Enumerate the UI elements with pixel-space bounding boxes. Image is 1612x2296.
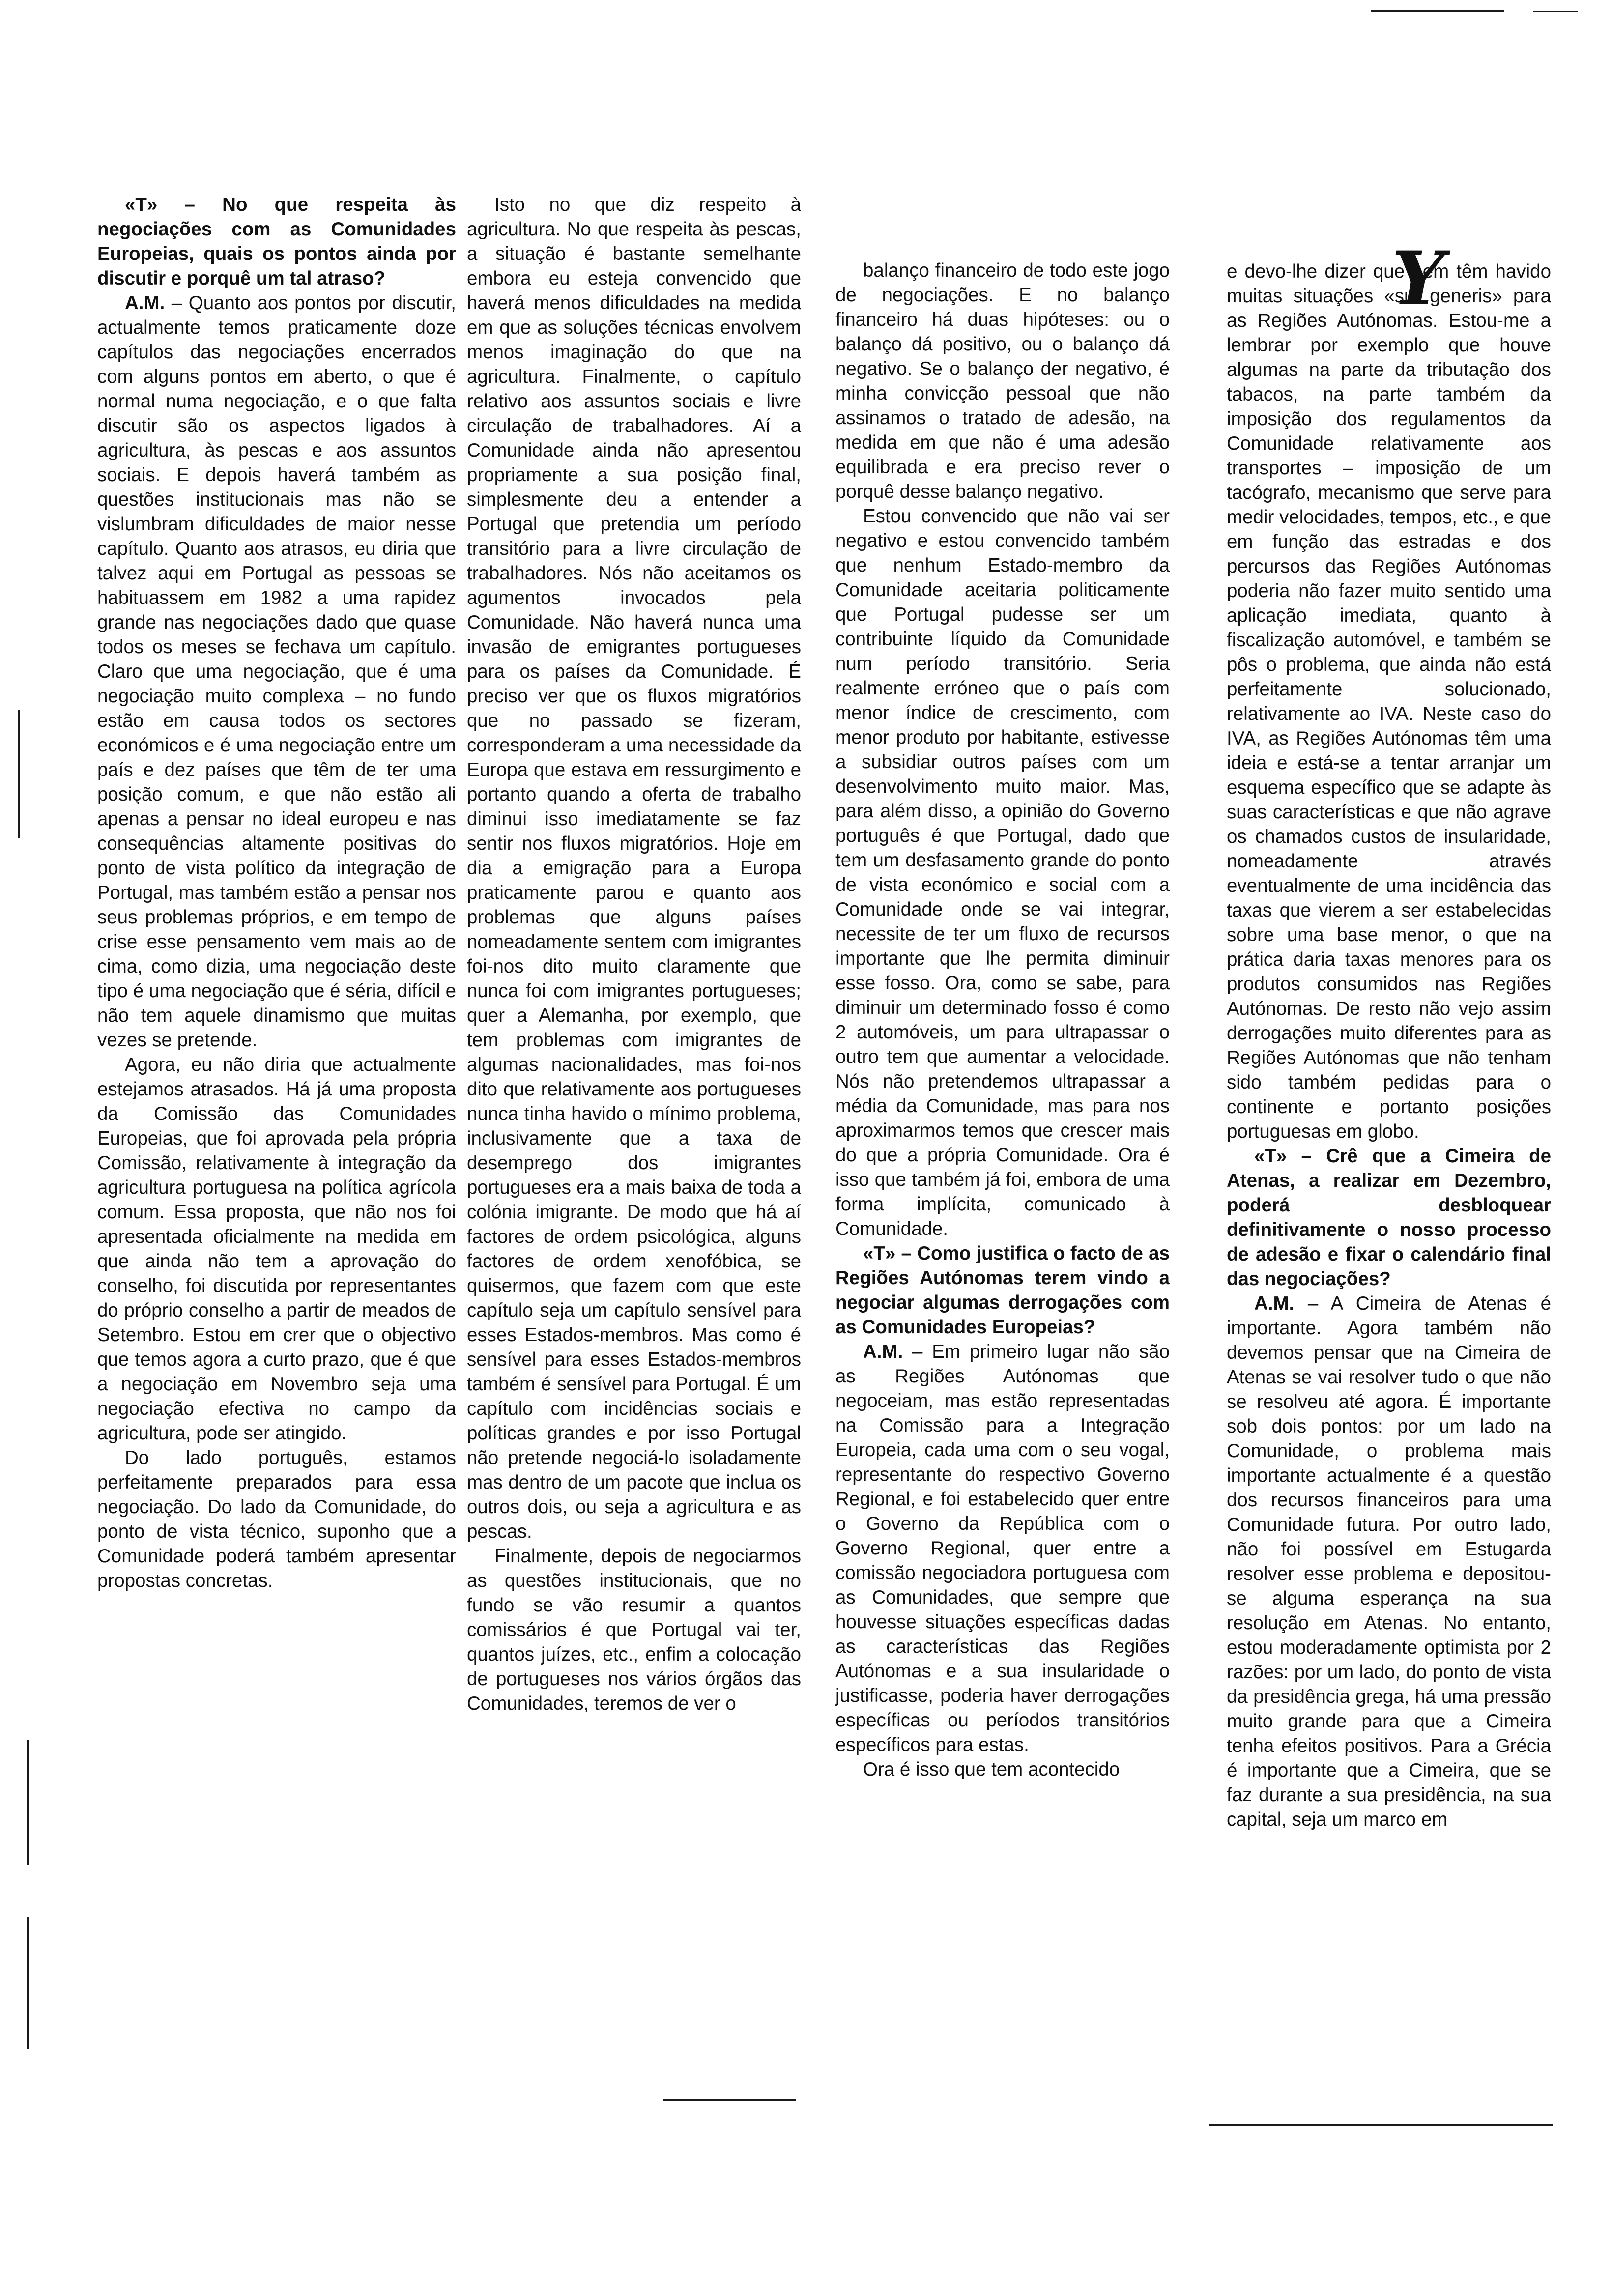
interview-answer [1227, 1292, 1551, 1832]
paragraph: Isto no que diz respeito à agricultura. No que respeita às pescas, a situação é bastante semelhante embora eu esteja convencido que haverá menos dificuldades na medida em que as soluções técnicas envolvem menos imaginação do que na agricultura. Finalmente, o capítulo relativo aos assuntos sociais e livre circulação de trabalhadores. Aí a Comunidade ainda não apresentou propriamente a sua posição final, simplesmente deu a entender a Portugal que pretendia um período transitório para a livre circulação de trabalhadores. Nós não aceitamos os agumentos invocados pela Comunidade. Não haverá nunca uma invasão de emigrantes portugueses para os países da Comunidade. É preciso ver que os fluxos migratórios que no passado se fizeram, corresponderam a uma necessidade da Europa que estava em ressurgimento e portanto quando a oferta de trabalho diminui isso imediatamente se faz sentir nos fluxos migratórios. Hoje em dia a emigração para a Europa praticamente parou e quanto aos problemas que alguns países nomeadamente sentem com imigrantes foi-nos dito muito claramente que nunca foi com imigrantes portugueses; quer a Alemanha, por exemplo, que tem problemas com imigrantes de algumas nacionalidades, mas foi-nos dito que relativamente aos portugueses nunca tinha havido o mínimo problema, inclusivamente que a taxa de desemprego dos imigrantes portugueses era a mais baixa de toda a colónia imigrante. De modo que há aí factores de ordem psicológica, alguns factores de ordem xenofóbica, se quisermos, que fazem com que este capítulo seja um capítulo sensível para esses Estados-membros. Mas como é sensível para esses Estados-membros também é sensível para Portugal. É um capítulo com incidências sociais e políticas grandes e por isso Portugal não pretende negociá-lo isoladamente mas dentro de um pacote que inclua os outros dois, ou seja a agricultura e as pescas. [467, 194, 801, 1542]
interview-question: «T» – Como justifica o facto de as Regiões Autónomas terem vindo a negociar algumas derrogações com as Comunidades Europeias? [835, 1243, 1170, 1338]
answer-text: – Quanto aos pontos por discutir, actualmente temos praticamente doze capítulos das negociações encerrados com alguns pontos em aberto, o que é normal numa negociação, e o que falta discutir são os aspectos ligados à agricultura, às pescas e aos assuntos sociais. E depois haverá também as questões institucionais mas não se vislumbram dificuldades de maior nesse capítulo. Quanto aos atrasos, eu diria que talvez aqui em Portugal as pessoas se habituassem em 1982 a uma rapidez grande nas negociações dado que quase todos os meses se fechava um capítulo. Claro que uma negociação, que é uma negociação muito complexa – no fundo estão em causa todos os sectores económicos e é uma negociação entre um país e dez países que têm de ter uma posição comum, e que não estão ali apenas a pensar no ideal europeu e nas consequências altamente positivas do ponto de vista político da integração de Portugal, mas também estão a pensar nos seus problemas próprios, e em tempo de crise esse pensamento vem mais ao de cima, como dizia, uma negociação deste tipo é uma negociação que é séria, difícil e não tem aquele dinamismo que muitas vezes se pretende. [97, 292, 456, 1051]
answer-text: – A Cimeira de Atenas é importante. Agora também não devemos pensar que na Cimeira de Atenas se vai resolver tudo o que não se resolveu até agora. É importante sob dois pontos: por um lado na Comunidade, o problema mais importante actualmente é a questão dos recursos financeiros para uma Comunidade futura. Por outro lado, não foi possível em Estugarda resolver esse problema e depositou-se alguma esperança na sua resolução em Atenas. No entanto, estou moderadamente optimista por 2 razões: por um lado, do ponto de vista da presidência grega, há uma pressão muito grande para que a Cimeira tenha efeitos positivos. Para a Grécia é importante que a Cimeira, que se faz durante a sua presidência, na sua capital, seja um marco em [1227, 1293, 1551, 1830]
column-end-rule [663, 2099, 796, 2101]
top-rule-short [1533, 11, 1578, 12]
top-rule [1371, 10, 1504, 12]
margin-mark [27, 1917, 29, 2049]
margin-mark [27, 1740, 29, 1865]
paragraph: Agora, eu não diria que actualmente estejamos atrasados. Há já uma proposta da Comissão das Comunidades Europeias, que foi aprovada pela própria Comissão, relativamente à integração da agricultura portuguesa na política agrícola comum. Essa proposta, que não nos foi apresentada oficialmente na medida em que ainda não tem a aprovação do conselho, foi discutida por representantes do próprio conselho a partir de meados de Setembro. Estou em crer que o objectivo que temos agora a curto prazo, que é que a negociação em Novembro seja uma negociação efectiva no campo da agricultura, pode ser atingido. [97, 1054, 456, 1444]
interview-answer [835, 1340, 1170, 1757]
paragraph: balanço financeiro de todo este jogo de negociações. E no balanço financeiro há duas hipóteses: ou o balanço dá positivo, ou o balanço dá negativo. Se o balanço der negativo, é minha convicção pessoal que não assinamos o tratado de adesão, na medida em que não é uma adesão equilibrada e era preciso rever o porquê desse balanço negativo. [835, 260, 1170, 502]
speaker-label: A.M. [125, 292, 165, 314]
column-1 [97, 193, 456, 1593]
page-mark: Y [1392, 235, 1445, 322]
paragraph: e devo-lhe dizer que nem têm havido muitas situações «sui generis» para as Regiões Autónomas. Estou-me a lembrar por exemplo que houve algumas na parte da tributação dos tabacos, na parte também da imposição dos regulamentos da Comunidade relativamente aos transportes – imposição de um tacógrafo, mecanismo que serve para medir velocidades, tempos, etc., e que em função das estradas e dos percursos das Regiões Autónomas poderia não fazer muito sentido uma aplicação imediata, quanto à fiscalização automóvel, e também se pôs o problema, que ainda não está perfeitamente solucionado, relativamente ao IVA. Neste caso do IVA, as Regiões Autónomas têm uma ideia e está-se a tentar arranjar um esquema específico que se adapte às suas características e que não agrave os chamados custos de insularidade, nomeadamente através eventualmente de uma incidência das taxas que vierem a ser estabelecidas sobre uma base menor, o que na prática daria taxas menores para os produtos consumidos nas Regiões Autónomas. De resto não vejo assim derrogações muito diferentes para as Regiões Autónomas que não tenham sido também pedidas para o continente e portanto posições portuguesas em globo. [1227, 261, 1551, 1142]
interview-question: «T» – Crê que a Cimeira de Atenas, a realizar em Dezembro, poderá desbloquear definitivamente o nosso processo de adesão e fixar o calendário final das negociações? [1227, 1146, 1551, 1290]
paragraph: Ora é isso que tem acontecido [863, 1759, 1120, 1780]
column-4 [1227, 259, 1551, 1832]
paragraph: Do lado português, estamos perfeitamente preparados para essa negociação. Do lado da Comunidade, do ponto de vista técnico, suponho que a Comunidade poderá também apresentar propostas concretas. [97, 1447, 456, 1591]
answer-text: – Em primeiro lugar não são as Regiões Autónomas que negoceiam, mas estão representadas na Comissão para a Integração Europeia, cada uma com o seu vogal, representante do respectivo Governo Regional, e foi estabelecido quer entre o Governo da República com o Governo Regional, quer entre a comissão negociadora portuguesa com as Comunidades, que sempre que houvesse situações específicas dadas as características das Regiões Autónomas e a sua insularidade o justificasse, poderia haver derrogações específicas ou períodos transitórios específicos para estas. [835, 1341, 1170, 1755]
speaker-label: A.M. [863, 1341, 903, 1362]
column-end-rule [1209, 2124, 1553, 2126]
column-3 [835, 258, 1170, 1782]
speaker-label: A.M. [1254, 1293, 1295, 1314]
column-2 [467, 193, 801, 1716]
interview-question: «T» – No que respeita às negociações com as Comunidades Europeias, quais os pontos ainda por discutir e porquê um tal atraso? [97, 194, 456, 289]
interview-answer [97, 291, 456, 1053]
margin-mark [18, 710, 20, 838]
paragraph: Estou convencido que não vai ser negativo e estou convencido também que nenhum Estado-membro da Comunidade aceitaria politicamente que Portugal pudesse ser um contribuinte líquido da Comunidade num período transitório. Seria realmente erróneo que o país com menor índice de crescimento, com menor produto por habitante, estivesse a subsidiar outros países com um desenvolvimento muito maior. Mas, para além disso, a opinião do Governo português é que Portugal, dado que tem um desfasamento grande do ponto de vista económico e social com a Comunidade onde se vai integrar, necessite de ter um fluxo de recursos importante que lhe permita diminuir esse fosso. Ora, como se sabe, para diminuir um determinado fosso é como 2 automóveis, um para ultrapassar o outro tem que aumentar a velocidade. Nós não pretendemos ultrapassar a média da Comunidade, mas para nos aproximarmos temos que crescer mais do que a própria Comunidade. Ora é isso que também já foi, embora de uma forma implícita, comunicado à Comunidade. [835, 506, 1170, 1239]
paragraph: Finalmente, depois de negociarmos as questões institucionais, que no fundo se vão resumir a quantos comissários é que Portugal vai ter, quantos juízes, etc., enfim a colocação de portugueses nos vários órgãos das Comunidades, teremos de ver o [467, 1546, 801, 1714]
